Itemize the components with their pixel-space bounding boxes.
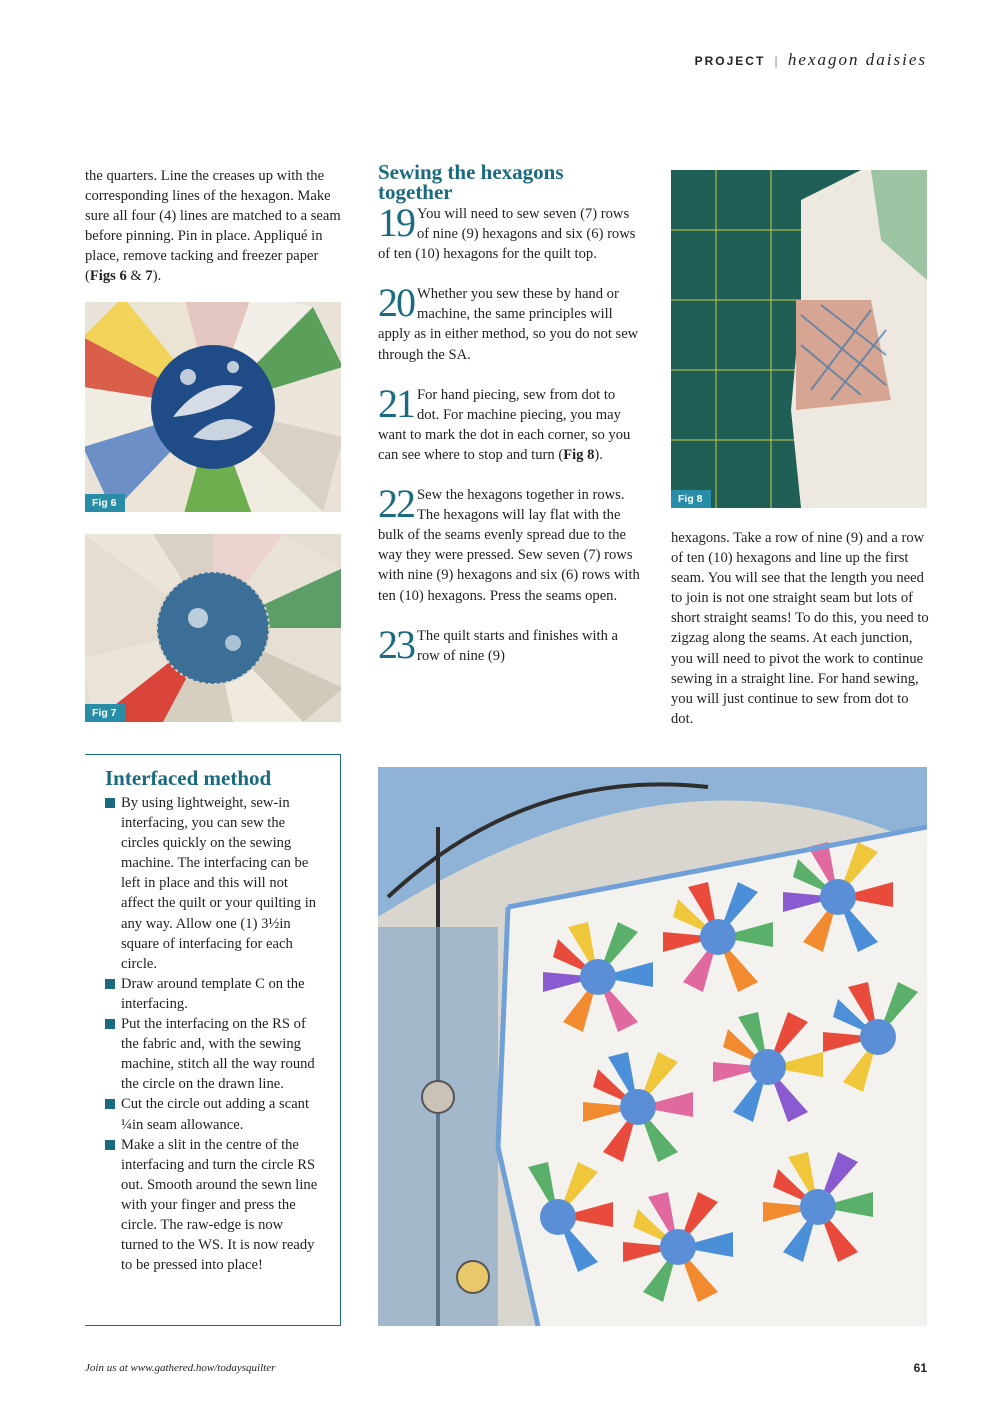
list-item: Draw around template C on the interfacing. xyxy=(105,974,320,1014)
square-bullet-icon xyxy=(105,1019,115,1029)
list-item: Make a slit in the centre of the interfacing and turn the circle RS out. Smooth around the sewn line with your finger and press the circle. The raw-edge is now turned to the WS. It is now ready to be pressed into place! xyxy=(105,1135,320,1276)
fig7-photo xyxy=(85,534,341,722)
step-text: For hand piecing, sew from dot to dot. For machine piecing, you may want to mark the dot in each corner, so you can see where to stop and turn (Fig 8). xyxy=(378,386,631,463)
continued-paragraph: hexagons. Take a row of nine (9) and a row of ten (10) hexagons and line up the first seam. You will see that the length you need to join is not one straight seam but lots of short straight seams! To do this, you need to zigzag along the seams. At each junction, you will need to pivot the work to continue sewing in a straight line. For hand sewing, you will just continue to sew from dot to dot. xyxy=(671,530,929,727)
step-number: 23 xyxy=(378,621,414,667)
square-bullet-icon xyxy=(105,979,115,989)
step-number: 20 xyxy=(378,280,414,326)
square-bullet-icon xyxy=(105,798,115,808)
step-number: 21 xyxy=(378,380,414,426)
intro-paragraph: the quarters. Line the creases up with the corresponding lines of the hexagon. Make sure all four (4) lines are matched to a seam before pinning. Pin in place. Appliqué in place, remove tacking and freezer paper (Figs 6 & 7). xyxy=(85,168,341,285)
header-title: hexagon daisies xyxy=(787,50,927,69)
step-number: 22 xyxy=(378,481,414,527)
fig6-photo xyxy=(85,302,341,512)
quilt-image xyxy=(378,767,927,1326)
step-text: Sew the hexagons together in rows. The hexagons will lay flat with the bulk of the seams evenly spread due to the way they were pressed. Sew seven (7) rows with nine (9) hexagons and six (6) rows with ten (10) hexagons. Press the seams open. xyxy=(378,487,640,604)
section-title: Sewing the hexagons together xyxy=(378,160,564,204)
step-23 xyxy=(378,621,640,667)
footer-url: Join us at www.gathered.how/todaysquilter xyxy=(85,1362,276,1374)
step-20 xyxy=(378,280,640,364)
fig7-image xyxy=(85,534,341,722)
fig6-label: Fig 6 xyxy=(85,494,125,512)
step-21 xyxy=(378,380,640,465)
page-number: 61 xyxy=(913,1361,927,1375)
fig6-image xyxy=(85,302,341,512)
fig8-image xyxy=(671,170,927,508)
step-text: Whether you sew these by hand or machine, the same principles will apply as in either method, so you do not sew through the SA. xyxy=(378,286,639,363)
list-item: By using lightweight, sew-in interfacing, you can sew the circles quickly on the sewing machine. The interfacing can be left in place and this will not affect the quilt or your quilting in any way. Allow one (1) 3½in square of interfacing for each circle. xyxy=(105,793,320,974)
fig8-photo xyxy=(671,170,927,508)
step-number: 19 xyxy=(378,200,414,245)
header-project: PROJECT xyxy=(694,54,766,68)
step-22 xyxy=(378,481,640,606)
interfaced-method-box xyxy=(85,754,341,1326)
header-separator: | xyxy=(774,54,779,68)
fig7-label: Fig 7 xyxy=(85,704,125,722)
list-item: Cut the circle out adding a scant ¼in seam allowance. xyxy=(105,1094,320,1134)
steps-column xyxy=(378,162,640,666)
running-header xyxy=(695,50,927,70)
quilt-photo xyxy=(378,767,927,1326)
box-list xyxy=(105,793,320,1275)
list-item: Put the interfacing on the RS of the fabric and, with the sewing machine, stitch all the way round the circle on the drawn line. xyxy=(105,1014,320,1094)
step-19 xyxy=(378,200,640,264)
step-text: You will need to sew seven (7) rows of nine (9) hexagons and six (6) rows of ten (10) hexagons for the quilt top. xyxy=(378,206,636,263)
square-bullet-icon xyxy=(105,1140,115,1150)
step-text: The quilt starts and finishes with a row of nine (9) xyxy=(417,627,619,664)
fig8-label: Fig 8 xyxy=(671,490,711,508)
square-bullet-icon xyxy=(105,1099,115,1109)
box-title: Interfaced method xyxy=(105,766,272,790)
